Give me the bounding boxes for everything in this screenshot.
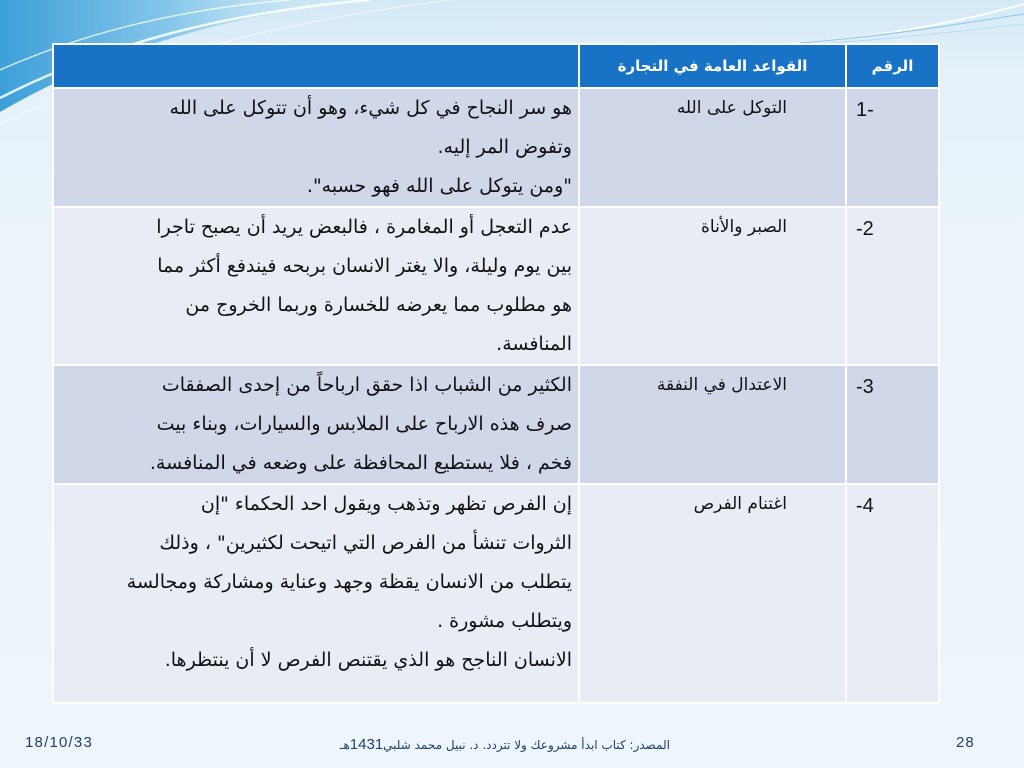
row-description (53, 365, 579, 484)
description-line: بين يوم وليلة، والا يغتر الانسان بربحه فيندفع أكثر مما (157, 255, 572, 277)
row-rule: اغتنام الفرص (579, 484, 846, 703)
row-rule: الاعتدال في النفقة (579, 365, 846, 484)
footer-source-text: المصدر: كتاب ابدأ مشروعك ولا تتردد. د. نبيل محمد شلبي (383, 738, 670, 752)
table-header-row (53, 44, 939, 88)
top-right-curve-1 (760, 4, 1024, 46)
description-line: صرف هذه الارباح على الملابس والسيارات، وبناء بيت (156, 413, 572, 435)
description-line: هو مطلوب مما يعرضه للخسارة وربما الخروج من (185, 294, 572, 316)
table-row (53, 88, 939, 207)
description-line: ويتطلب مشورة . (437, 610, 572, 632)
table-header-rule: القواعد العامة في التجارة (579, 44, 846, 88)
table-row (53, 207, 939, 365)
description-line: الانسان الناجح هو الذي يقتنص الفرص لا أن ينتظرها. (164, 649, 572, 671)
description-line: إن الفرص تظهر وتذهب ويقول احد الحكماء "إن (200, 493, 572, 515)
table-header (53, 44, 939, 88)
description-line: هو سر النجاح في كل شيء، وهو أن تتوكل على الله (169, 97, 572, 119)
footer-page-number: 28 (956, 734, 975, 751)
footer-source (340, 736, 670, 753)
description-line: المنافسة. (496, 333, 572, 355)
row-description (53, 207, 579, 365)
table-header-number: الرقم (846, 44, 939, 88)
description-line: الثروات تنشأ من الفرص التي اتيحت لكثيرين" ، وذلك (159, 532, 572, 554)
row-number: -2 (846, 207, 939, 365)
row-rule: الصبر والأناة (579, 207, 846, 365)
row-rule: التوكل على الله (579, 88, 846, 207)
trade-rules-table (52, 43, 940, 704)
table-body (53, 88, 939, 703)
row-number: -4 (846, 484, 939, 703)
row-number: 1- (846, 88, 939, 207)
footer-source-era: هـ (339, 738, 350, 752)
description-line: فخم ، فلا يستطيع المحافظة على وضعه في المنافسة. (149, 452, 572, 474)
description-line: وتفوض المر إليه. (437, 136, 572, 158)
table-row (53, 484, 939, 703)
row-description (53, 88, 579, 207)
row-description (53, 484, 579, 703)
footer-date: 18/10/33 (25, 734, 93, 751)
description-line: الكثير من الشباب اذا حقق ارباحاً من إحدى الصفقات (161, 374, 572, 396)
footer-source-year: 1431 (349, 736, 384, 753)
table-header-description (53, 44, 579, 88)
description-line: "ومن يتوكل على الله فهو حسبه". (306, 175, 572, 197)
description-line: يتطلب من الانسان يقظة وجهد وعناية ومشاركة ومجالسة (126, 571, 572, 593)
description-line: عدم التعجل أو المغامرة ، فالبعض يريد أن يصبح تاجرا (156, 216, 572, 238)
row-number: -3 (846, 365, 939, 484)
table-row (53, 365, 939, 484)
